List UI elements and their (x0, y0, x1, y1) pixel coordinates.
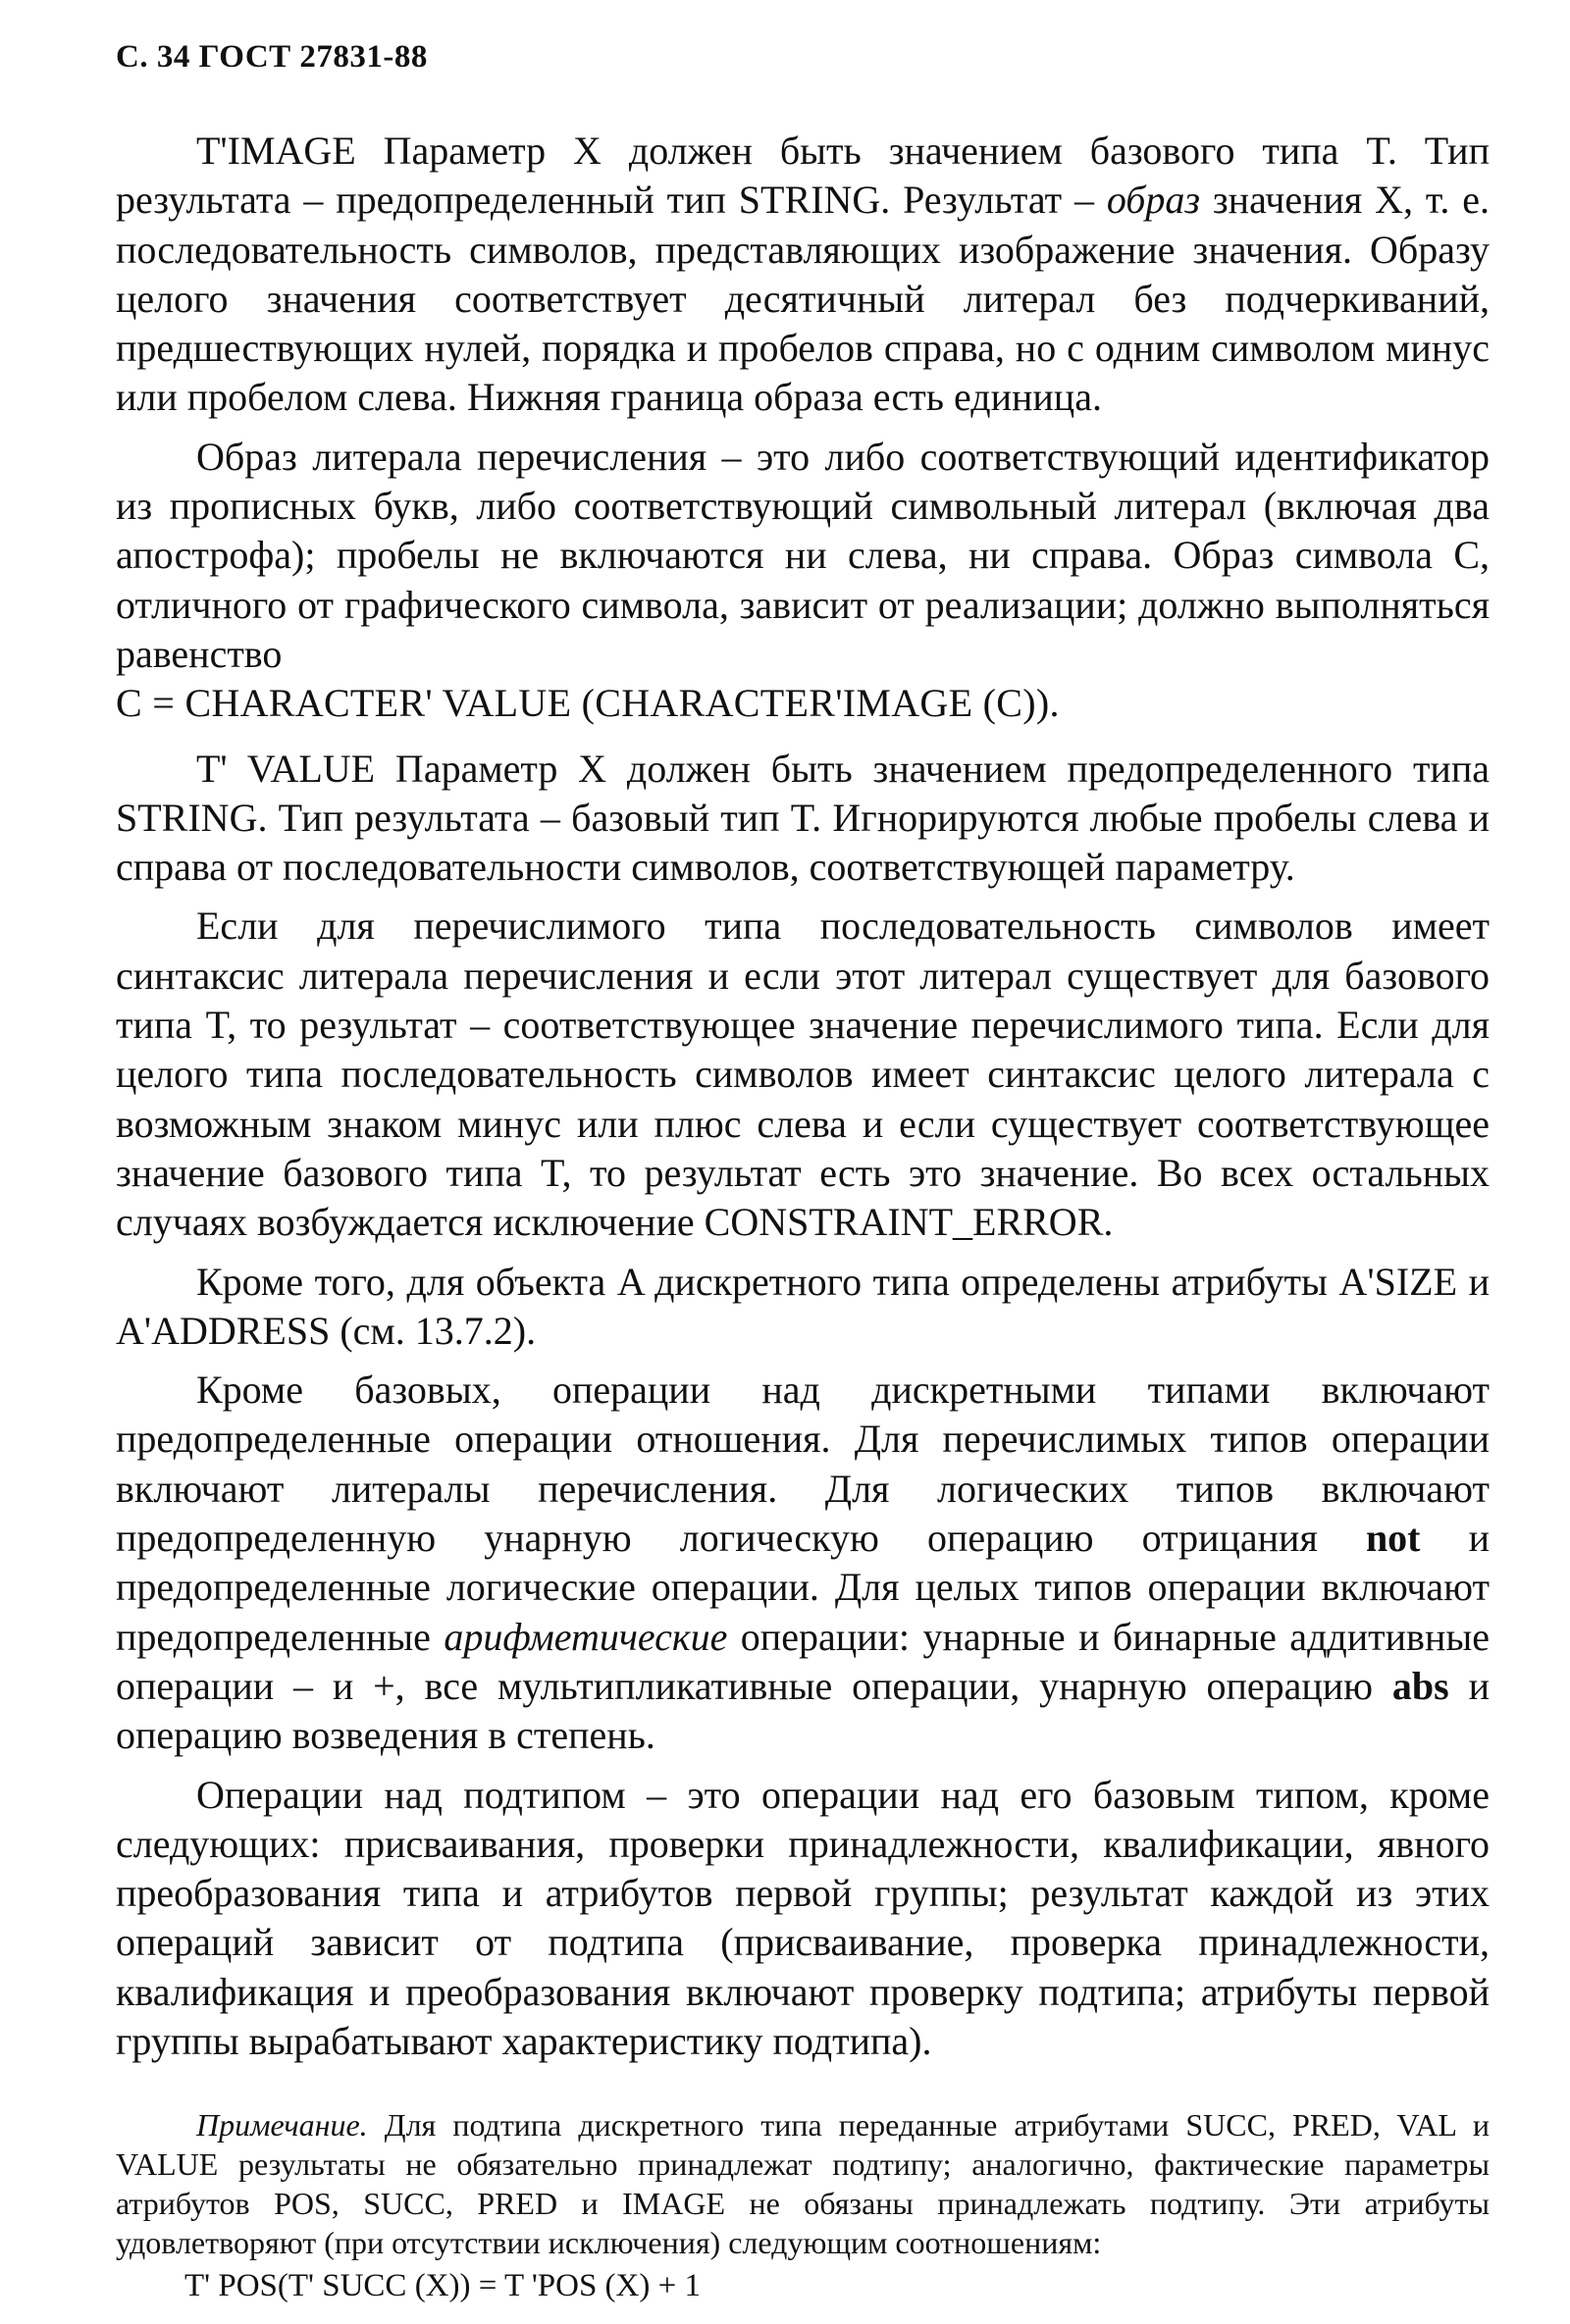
emphasis-term: арифметические (444, 1614, 728, 1659)
note-formula: T' POS(T' SUCC (X)) = T 'POS (X) + 1 (184, 2268, 701, 2304)
paragraph-text: и предопределенные логические операции. Для целых типов операции включают предопределенные (116, 1516, 1490, 1659)
note-text: Для подтипа дискретного типа переданные атрибутами SUCC, PRED, VAL и VALUE результаты не обязательно принадлежат подтипу; аналогично, фактические параметры атрибутов POS, SUCC, PRED и IMAGE не обязаны принадлежать подтипу. Эти атрибуты удовлетворяют (при отсутствии исключения) следующим соотношениям: (116, 2107, 1490, 2261)
paragraph-text: операции: унарные и бинарные аддитивные операции – и +, все мультипликативные операции, унарную операцию (116, 1614, 1490, 1708)
emphasis-term: образ (1106, 178, 1201, 223)
paragraph-text: Кроме базовых, операции над дискретными типами включают предопределенные операции отношения. Для перечислимых типов операции включают литералы перечисления. Для логических типов включают предопределенную унарную логическую операцию отрицания (116, 1368, 1490, 1561)
paragraph-size-address: Кроме того, для объекта A дискретного типа определены атрибуты A'SIZE и A'ADDRESS (см. 13.7.2). (116, 1259, 1490, 1353)
paragraph-text: T'IMAGE Параметр X должен быть значением базового типа T. Тип результата – предопределенный тип STRING. Результат – (116, 129, 1490, 223)
paragraph-text: и операцию возведения в степень. (116, 1663, 1490, 1758)
note-paragraph (116, 2105, 1490, 2262)
keyword-abs: abs (1391, 1663, 1449, 1708)
paragraph-image-attribute (116, 127, 1490, 423)
paragraph-enumeration-image: Образ литерала перечисления – это либо соответствующий идентификатор из прописных букв, либо соответствующий символьный литерал (включая два апострофа); пробелы не включаются ни слева, ни справа. Образ символа C, отличного от графического символа, зависит от реализации; должно выполняться равенство (116, 434, 1490, 676)
paragraph-value-result: Если для перечислимого типа последовательность символов имеет синтаксис литерала перечисления и если этот литерал существует для базового типа T, то результат – соответствующее значение перечислимого типа. Если для целого типа последовательность символов имеет синтаксис целого литерала с возможным знаком минус или плюс слева и если существует соответствующее значение базового типа T, то результат есть это значение. Во всех остальных случаях возбуждается исключение CONSTRAINT_ERROR. (116, 904, 1490, 1245)
formula-character-value: C = CHARACTER' VALUE (CHARACTER'IMAGE (C)). (116, 681, 1060, 726)
paragraph-subtype-operations: Операции над подтипом – это операции над его базовым типом, кроме следующих: присваивания, проверки принадлежности, квалификации, явного преобразования типа и атрибутов первой группы; результат каждой из этих операций зависит от подтипа (присваивание, проверка принадлежности, квалификация и преобразования включают проверку подтипа; атрибуты первой группы вырабатывают характеристику подтипа). (116, 1772, 1490, 2063)
note-block (116, 2105, 1490, 2305)
note-label: Примечание. (196, 2107, 368, 2143)
paragraph-discrete-operations (116, 1366, 1490, 1760)
paragraph-text: значения X, т. е. последовательность символов, представляющих изображение значения. Образу целого значения соответствует десятичный литерал без подчеркиваний, предшествующих нулей, порядка и пробелов справа, но с одним символом минус или пробелом слева. Нижняя граница образа есть единица. (116, 178, 1490, 420)
keyword-not: not (1365, 1516, 1421, 1561)
page-header: С. 34 ГОСТ 27831-88 (116, 39, 428, 75)
document-page (116, 39, 1490, 2305)
paragraph-value-attribute: T' VALUE Параметр X должен быть значением предопределенного типа STRING. Тип результата – базовый тип T. Игнорируются любые пробелы слева и справа от последовательности символов, соответствующей параметру. (116, 746, 1490, 890)
body-text (116, 127, 1490, 2066)
